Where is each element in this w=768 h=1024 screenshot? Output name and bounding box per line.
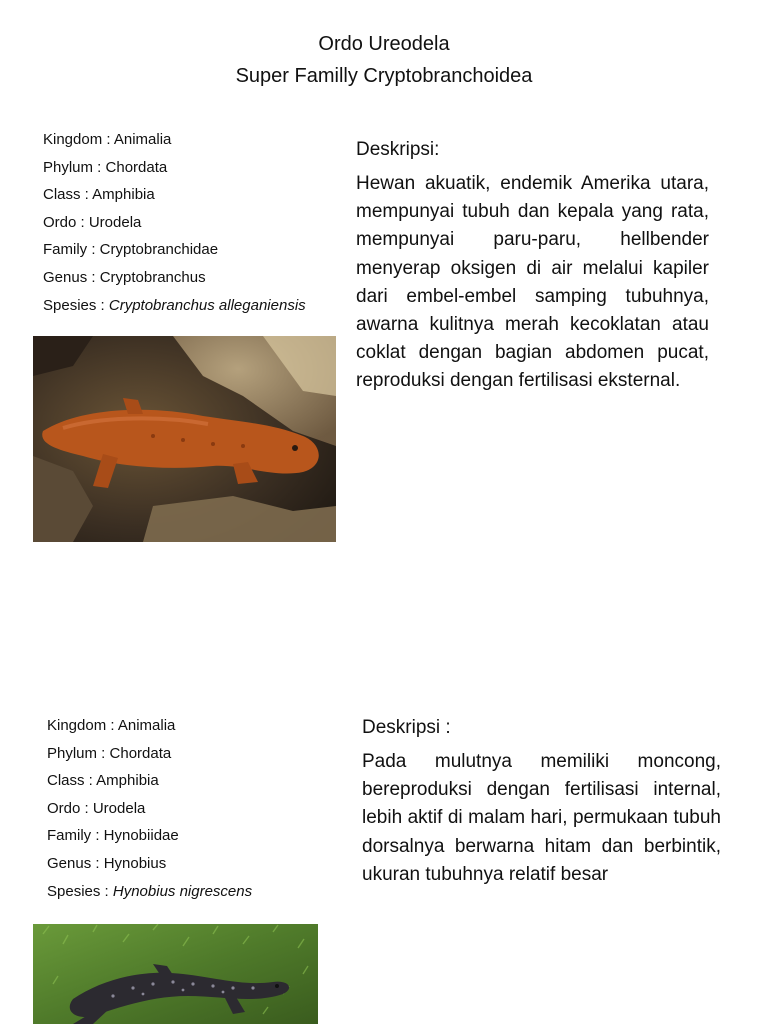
hellbender-photo xyxy=(33,336,336,542)
description-hynobius xyxy=(362,714,721,889)
taxonomy-spesies xyxy=(47,878,252,906)
page-header xyxy=(0,28,768,92)
taxonomy-family: Family : Cryptobranchidae xyxy=(43,241,219,259)
taxonomy-ordo: Ordo : Urodela xyxy=(47,799,146,817)
hynobius-illustration xyxy=(33,924,318,1024)
spesies-label: Spesies : xyxy=(43,296,109,314)
taxonomy-class: Class : Amphibia xyxy=(47,772,159,790)
taxonomy-spesies xyxy=(43,292,306,320)
page-title: Ordo Ureodela xyxy=(318,33,450,55)
description-hellbender xyxy=(356,136,709,396)
hynobius-photo xyxy=(33,924,318,1024)
taxonomy-kingdom: Kingdom : Animalia xyxy=(43,131,172,148)
description-text: Pada mulutnya memiliki moncong, bereproduksi dengan fertilisasi internal, lebih aktif di malam hari, permukaan tubuh dorsalnya berwarna hitam dan berbintik, ukuran tubuhnya relatif besar xyxy=(362,751,721,885)
taxonomy-family: Family : Hynobiidae xyxy=(47,827,179,845)
description-text: Hewan akuatik, endemik Amerika utara, mempunyai tubuh dan kepala yang rata, mempunyai paru-paru, hellbender menyerap oksigen di air melalui kapiler dari embel-embel samping tubuhnya, awarna kulitnya merah kecoklatan atau coklat dengan bagian abdomen pucat, reproduksi dengan fertilisasi eksternal. xyxy=(356,173,709,392)
hellbender-illustration xyxy=(33,336,336,542)
description-heading: Deskripsi : xyxy=(362,717,451,738)
taxonomy-list-hellbender xyxy=(43,126,306,319)
taxonomy-ordo: Ordo : Urodela xyxy=(43,213,142,231)
spesies-name: Hynobius nigrescens xyxy=(112,882,253,900)
taxonomy-class: Class : Amphibia xyxy=(43,186,155,204)
taxonomy-kingdom: Kingdom : Animalia xyxy=(47,717,176,734)
description-heading: Deskripsi: xyxy=(356,139,440,160)
spesies-name: Cryptobranchus alleganiensis xyxy=(108,296,306,314)
page-subtitle: Super Familly Cryptobranchoidea xyxy=(235,65,533,87)
taxonomy-phylum: Phylum : Chordata xyxy=(43,158,168,176)
taxonomy-phylum: Phylum : Chordata xyxy=(47,744,172,762)
taxonomy-genus: Genus : Hynobius xyxy=(47,854,167,872)
spesies-label: Spesies : xyxy=(47,882,113,900)
taxonomy-genus: Genus : Cryptobranchus xyxy=(43,268,206,286)
taxonomy-list-hynobius xyxy=(47,712,252,905)
